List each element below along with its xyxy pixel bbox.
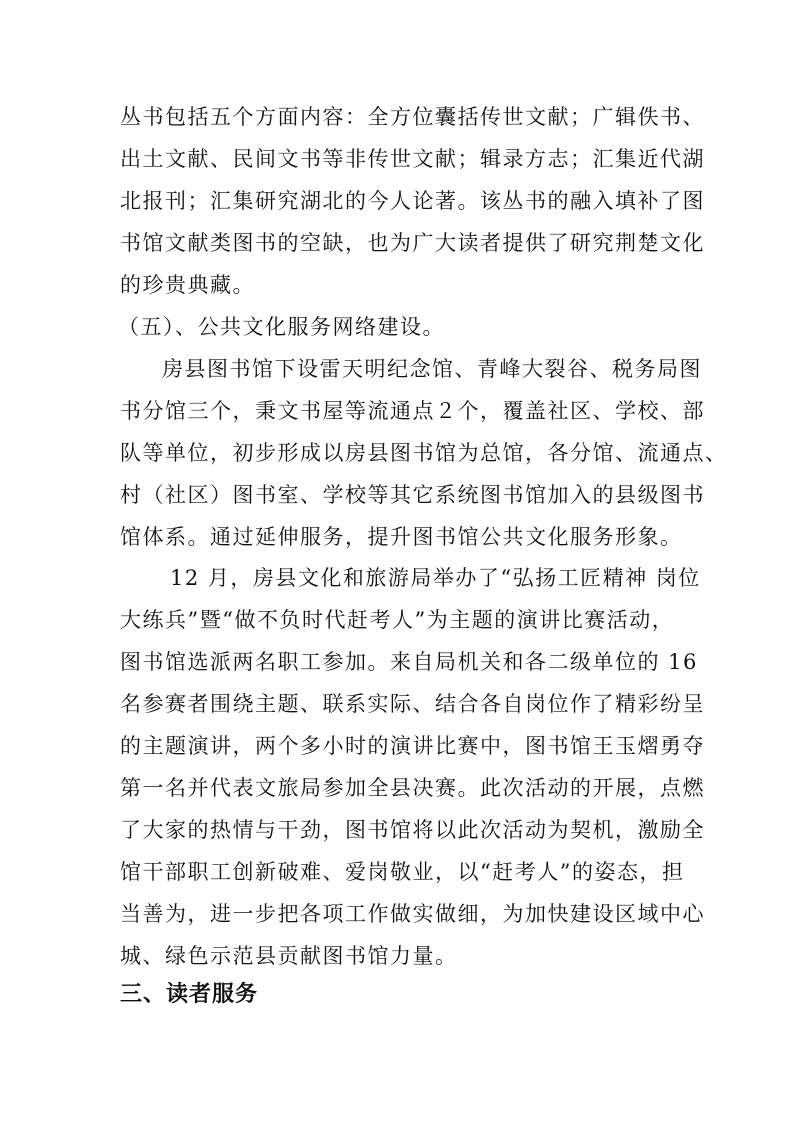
paragraph-3-line-9: 当善为，进一步把各项工作做实做细，为加快建设区域中心: [120, 902, 705, 926]
paragraph-3-line-2: 大练兵”暨“做不负时代赶考人”为主题的演讲比赛活动，: [120, 608, 675, 632]
paragraph-2-line-3: 队等单位，初步形成以房县图书馆为总馆，各分馆、流通点、: [120, 441, 728, 465]
paragraph-3-line-5: 的主题演讲，两个多小时的演讲比赛中，图书馆王玉熠勇夺: [120, 734, 705, 758]
paragraph-1-line-1: 丛书包括五个方面内容：全方位囊括传世文献；广辑佚书、: [120, 105, 705, 129]
paragraph-3-line-7: 了大家的热情与干劲，图书馆将以此次活动为契机，激励全: [120, 818, 705, 842]
paragraph-3-line-6: 第一名并代表文旅局参加全县决赛。此次活动的开展，点燃: [120, 776, 705, 800]
paragraph-3-line-1: 12 月，房县文化和旅游局举办了“弘扬工匠精神 岗位: [170, 566, 701, 590]
section-5-title: （五）、公共文化服务网络建设。: [118, 315, 445, 339]
paragraph-3-line-8: 馆干部职工创新破难、爱岗敬业，以“赶考人”的姿态，担: [120, 860, 685, 884]
paragraph-1-line-5: 的珍贵典藏。: [120, 273, 255, 297]
paragraph-3-line-3: 图书馆选派两名职工参加。来自局机关和各二级单位的 16: [120, 650, 698, 674]
paragraph-2-line-4: 村（社区）图书室、学校等其它系统图书馆加入的县级图书: [120, 483, 705, 507]
paragraph-1-line-4: 书馆文献类图书的空缺，也为广大读者提供了研究荆楚文化: [120, 231, 705, 255]
paragraph-2-line-2: 书分馆三个，秉文书屋等流通点２个，覆盖社区、学校、部: [120, 399, 705, 423]
paragraph-2-line-1: 房县图书馆下设雷天明纪念馆、青峰大裂谷、税务局图: [162, 357, 702, 381]
paragraph-3-line-10: 城、绿色示范县贡献图书馆力量。: [120, 944, 458, 968]
paragraph-3-line-4: 名参赛者围绕主题、联系实际、结合各自岗位作了精彩纷呈: [120, 692, 705, 716]
section-3-heading: 三、读者服务: [120, 982, 259, 1007]
paragraph-2-line-5: 馆体系。通过延伸服务，提升图书馆公共文化服务形象。: [120, 525, 683, 549]
paragraph-1-line-2: 出土文献、民间文书等非传世文献；辑录方志；汇集近代湖: [120, 147, 705, 171]
paragraph-1-line-3: 北报刊；汇集研究湖北的今人论著。该丛书的融入填补了图: [120, 189, 705, 213]
